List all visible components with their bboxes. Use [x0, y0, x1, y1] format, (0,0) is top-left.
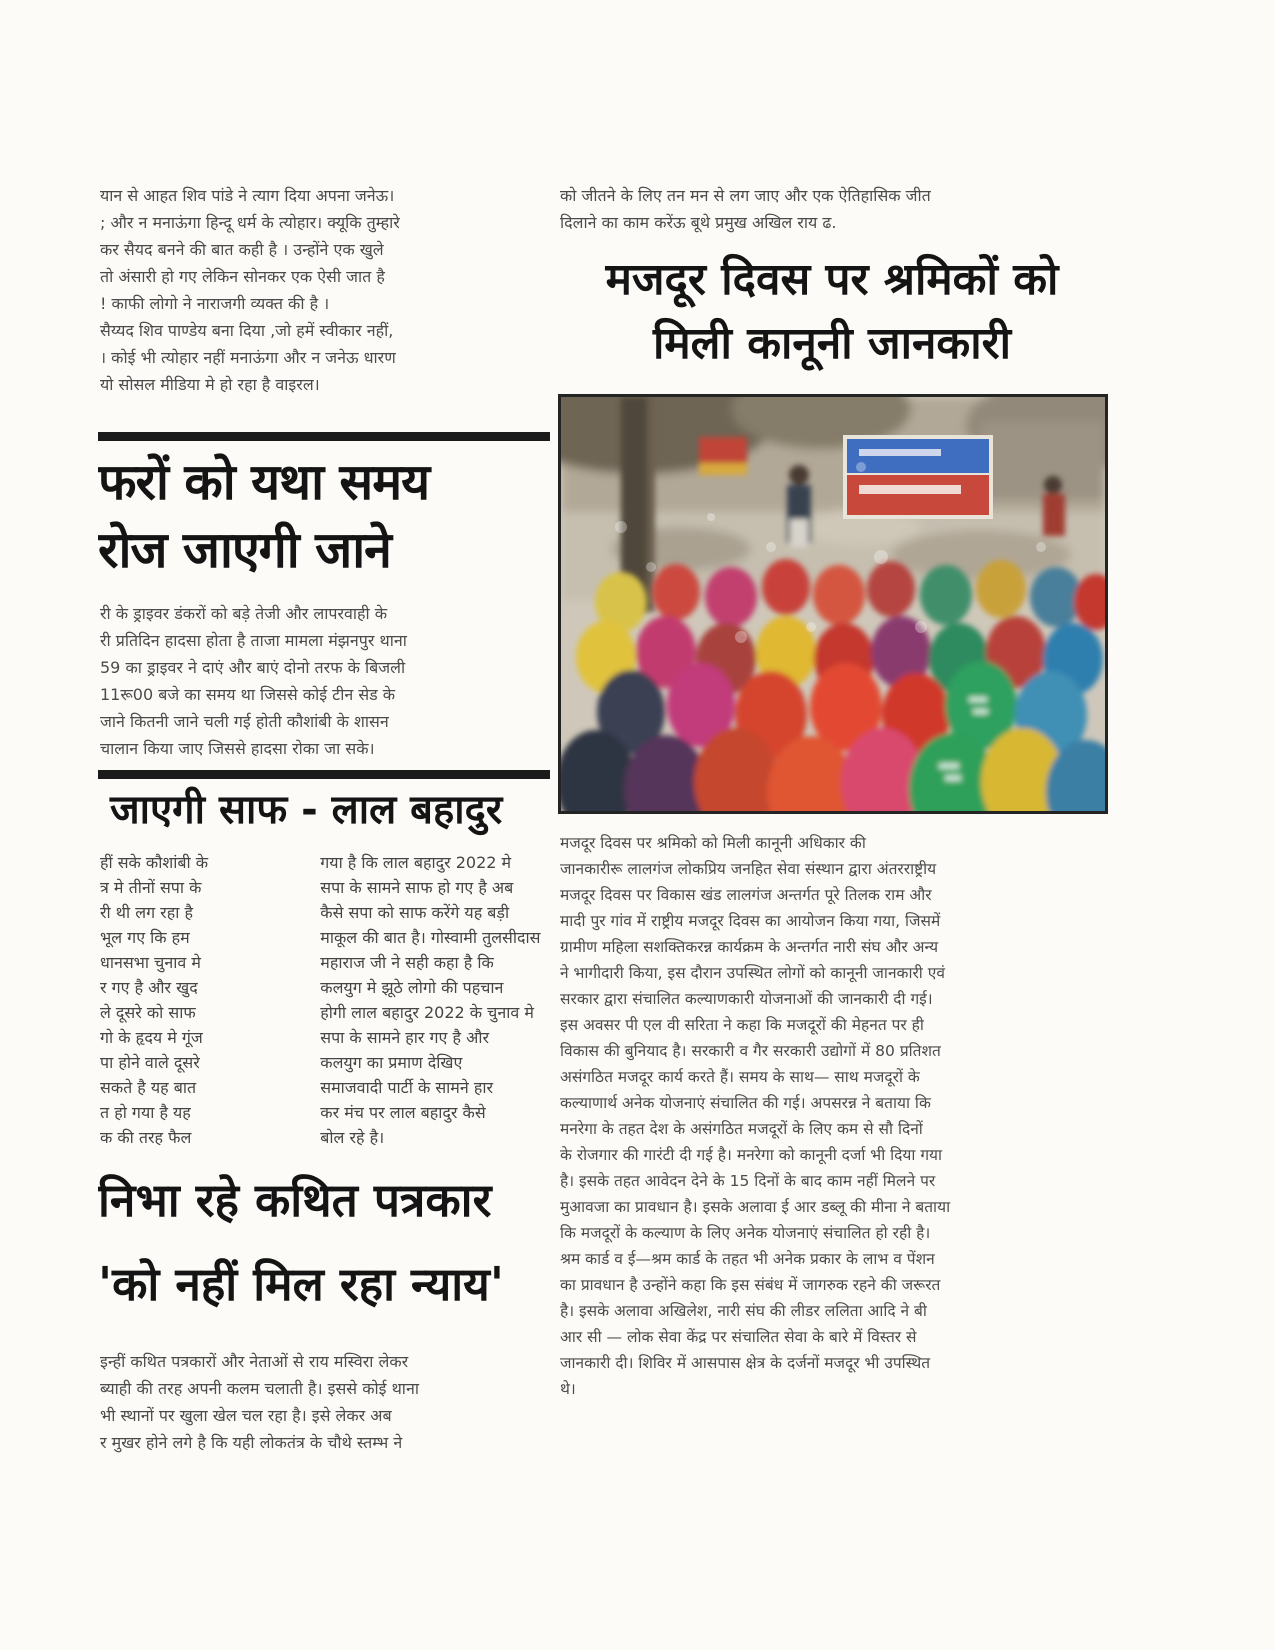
headline-line: मजदूर दिवस पर श्रमिकों को — [605, 254, 1059, 305]
headline-line: 'को नहीं मिल रहा न्याय' — [98, 1257, 504, 1311]
section-divider-rule — [98, 432, 550, 441]
text-line: सकते है यह बात — [100, 1078, 197, 1097]
text-line: असंगठित मजदूर कार्य करते हैं। समय के साथ— साथ मजदूरों के — [560, 1068, 920, 1086]
news-photo — [558, 394, 1108, 814]
text-line: ने भागीदारी किया, इस दौरान उपस्थित लोगों को कानूनी जानकारी एवं — [560, 964, 945, 982]
article-majdoor-diwas-body — [560, 830, 1108, 1402]
text-line: री थी लग रहा है — [100, 903, 193, 922]
text-line: भूल गए कि हम — [100, 928, 190, 947]
text-line: गया है कि लाल बहादुर 2022 मे — [320, 853, 512, 872]
text-line: ब्याही की तरह अपनी कलम चलाती है। इससे कोई थाना — [100, 1379, 419, 1398]
text-line: री के ड्राइवर डंकरों को बड़े तेजी और लापरवाही के — [100, 604, 388, 623]
text-line: ! काफी लोगो ने नाराजगी व्यक्त की है । — [100, 294, 330, 313]
text-line: र गए है और खुद — [100, 978, 198, 997]
headline-line: मिली कानूनी जानकारी — [652, 318, 1012, 369]
text-line: ग्रामीण महिला सशक्तिकरन्न कार्यक्रम के अन्तर्गत नारी संघ और अन्य — [560, 938, 939, 956]
text-line: 11रू00 बजे का समय था जिससे कोई टीन सेड के — [100, 685, 396, 704]
text-line: त्र मे तीनों सपा के — [100, 878, 202, 897]
text-line: महाराज जी ने सही कहा है कि — [320, 953, 494, 972]
text-line: जानकारी दी। शिविर में आसपास क्षेत्र के दर्जनों मजदूर भी उपस्थित — [560, 1354, 931, 1372]
text-line: क की तरह फैल — [100, 1128, 192, 1147]
article-booth-intro — [560, 182, 1108, 236]
headline-line: निभा रहे कथित पत्रकार — [98, 1173, 492, 1227]
text-line: ; और न मनाऊंगा हिन्दू धर्म के त्योहार। क्यूकि तुम्हारे — [100, 213, 400, 232]
headline-lal-bahadur: जाएगी साफ - लाल बहादुर — [110, 787, 503, 833]
photo-crowd — [561, 559, 1105, 811]
text-line: जानकारीरू लालगंज लोकप्रिय जनहित सेवा संस्थान द्वारा अंतरराष्ट्रीय — [560, 860, 937, 878]
text-line: कलयुग मे झूठे लोगो की पहचान — [320, 978, 504, 997]
text-line: गो के हृदय मे गूंज — [100, 1028, 203, 1047]
headline-line: फरों को यथा समय — [98, 453, 430, 511]
text-line: मादी पुर गांव में राष्ट्रीय मजदूर दिवस का आयोजन किया गया, जिसमें — [560, 912, 941, 930]
text-line: त हो गया है यह — [100, 1103, 191, 1122]
text-line: तो अंसारी हो गए लेकिन सोनकर एक ऐसी जात है — [100, 267, 385, 286]
text-line: कर सैयद बनने की बात कही है । उन्होंने एक खुले — [100, 240, 384, 259]
text-line: । कोई भी त्योहार नहीं मनाऊंगा और न जनेऊ धारण — [100, 348, 396, 367]
text-line: पा होने वाले दूसरे — [100, 1053, 200, 1072]
text-line: दिलाने का काम करेंऊ बूथे प्रमुख अखिल राय ढ. — [560, 213, 837, 232]
text-line: कर मंच पर लाल बहादुर कैसे — [320, 1103, 486, 1122]
text-line: इन्हीं कथित पत्रकारों और नेताओं से राय मस्विरा लेकर — [100, 1352, 409, 1371]
text-line: री प्रतिदिन हादसा होता है ताजा मामला मंझनपुर थाना — [100, 631, 407, 650]
headline-line: रोज जाएगी जाने — [98, 521, 391, 579]
headline-majdoor-diwas — [556, 248, 1108, 376]
text-line: थे। — [560, 1380, 576, 1398]
text-line: श्रम कार्ड व ई—श्रम कार्ड के तहत भी अनेक प्रकार के लाभ व पेंशन — [560, 1250, 935, 1268]
text-line: भी स्थानों पर खुला खेल चल रहा है। इसे लेकर अब — [100, 1406, 392, 1425]
text-line: मजदूर दिवस पर श्रमिको को मिली कानूनी अधिकार की — [560, 834, 866, 852]
text-line: सपा के सामने साफ हो गए है अब — [320, 878, 514, 897]
text-line: कलयुग का प्रमाण देखिए — [320, 1053, 463, 1072]
text-line: मनरेगा के तहत देश के असंगठित मजदूरों के लिए कम से सौ दिनों — [560, 1120, 923, 1138]
text-line: मजदूर दिवस पर विकास खंड लालगंज अन्तर्गत पूरे तिलक राम और — [560, 886, 932, 904]
news-photo-graphic — [561, 397, 1105, 811]
text-line: 59 का ड्राइवर ने दाएं और बाएं दोनो तरफ के बिजली — [100, 658, 406, 677]
text-line: विकास की बुनियाद है। सरकारी व गैर सरकारी उद्योगों में 80 प्रतिशत — [560, 1042, 941, 1060]
text-line: समाजवादी पार्टी के सामने हार — [320, 1078, 494, 1097]
text-line: है। इसके तहत आवेदन देने के 15 दिनों के बाद काम नहीं मिलने पर — [560, 1172, 936, 1190]
article-patrakar-paragraph — [100, 1348, 552, 1456]
article-janeu-paragraph — [100, 182, 552, 398]
text-line: हीं सके कौशांबी के — [100, 853, 209, 872]
headline-tanker — [98, 448, 554, 584]
text-line: जाने कितनी जाने चली गई होती कौशांबी के शासन — [100, 712, 389, 731]
text-line: सैय्यद शिव पाण्डेय बना दिया ,जो हमें स्वीकार नहीं, — [100, 321, 394, 340]
text-line: इस अवसर पी एल वी सरिता ने कहा कि मजदूरों की मेहनत पर ही — [560, 1016, 924, 1034]
article-lal-bahadur — [100, 850, 556, 1150]
text-line: कैसे सपा को साफ करेंगे यह बड़ी — [320, 903, 510, 922]
text-line: के रोजगार की गारंटी दी गई है। मनरेगा को कानूनी दर्जा भी दिया गया — [560, 1146, 943, 1164]
lal-bahadur-column-left — [100, 850, 304, 1150]
text-line: का प्रावधान है उन्होंने कहा कि इस संबंध में जागरुक रहने की जरूरत — [560, 1276, 941, 1294]
text-line: चालान किया जाए जिससे हादसा रोका जा सके। — [100, 739, 375, 758]
text-line: सपा के सामने हार गए है और — [320, 1028, 489, 1047]
text-line: ले दूसरे को साफ — [100, 1003, 196, 1022]
text-line: यान से आहत शिव पांडे ने त्याग दिया अपना जनेऊ। — [100, 186, 395, 205]
headline-patrakar — [98, 1158, 568, 1326]
photo-banner — [843, 435, 993, 519]
text-line: यो सोसल मीडिया मे हो रहा है वाइरल। — [100, 375, 320, 394]
lal-bahadur-column-right — [320, 850, 556, 1150]
text-line: र मुखर होने लगे है कि यही लोकतंत्र के चौथे स्तम्भ ने — [100, 1433, 403, 1452]
article-tanker-paragraph — [100, 600, 552, 762]
text-line: कल्याणार्थ अनेक योजनाएं संचालित की गई। अपसरन्न ने बताया कि — [560, 1094, 931, 1112]
text-line: होगी लाल बहादुर 2022 के चुनाव मे — [320, 1003, 534, 1022]
text-line: माकूल की बात है। गोस्वामी तुलसीदास — [320, 928, 541, 947]
section-divider-rule — [98, 770, 550, 779]
text-line: बोल रहे है। — [320, 1128, 385, 1147]
text-line: को जीतने के लिए तन मन से लग जाए और एक ऐतिहासिक जीत — [560, 186, 931, 205]
text-line: मुआवजा का प्रावधान है। इसके अलावा ई आर डब्लू की मीना ने बताया — [560, 1198, 951, 1216]
text-line: है। इसके अलावा अखिलेश, नारी संघ की लीडर ललिता आदि ने बी — [560, 1302, 927, 1320]
text-line: कि मजदूरों के कल्याण के लिए अनेक योजनाएं संचालित हो रही है। — [560, 1224, 931, 1242]
text-line: धानसभा चुनाव मे — [100, 953, 201, 972]
text-line: आर सी — लोक सेवा केंद्र पर संचालित सेवा के बारे में विस्तर से — [560, 1328, 917, 1346]
text-line: सरकार द्वारा संचालित कल्याणकारी योजनाओं की जानकारी दी गई। — [560, 990, 933, 1008]
